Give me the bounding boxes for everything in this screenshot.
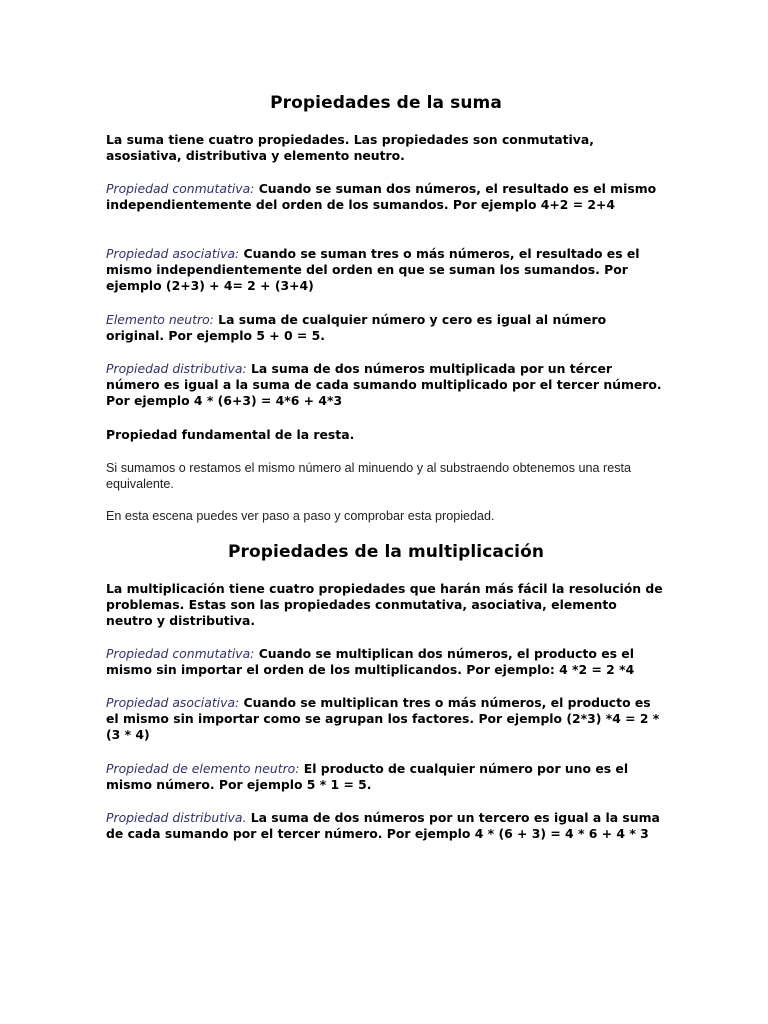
suma-prop-distributiva-text: La suma de dos números multiplicada por un tércer número es igual a la suma de cada sumando multiplicado por el tercer número. Por ejemplo 4 * (6+3) = 4*6 + 4*3 bbox=[106, 361, 662, 408]
resta-heading: Propiedad fundamental de la resta. bbox=[106, 427, 355, 442]
mult-prop-distributiva bbox=[106, 810, 666, 842]
suma-prop-asociativa-text: Cuando se suman tres o más números, el resultado es el mismo independientemente del orden en que se suman los sumandos. Por ejemplo (2+3) + 4= 2 + (3+4) bbox=[106, 246, 640, 293]
suma-prop-asociativa-term: Propiedad asociativa: bbox=[106, 246, 240, 261]
mult-prop-conmutativa bbox=[106, 646, 666, 678]
suma-intro: La suma tiene cuatro propiedades. Las propiedades son conmutativa, asosiativa, distributiva y elemento neutro. bbox=[106, 132, 594, 163]
mult-intro: La multiplicación tiene cuatro propiedades que harán más fácil la resolución de problemas. Estas son las propiedades conmutativa, asociativa, elemento neutro y distributiva. bbox=[106, 581, 663, 628]
suma-prop-distributiva bbox=[106, 361, 666, 409]
suma-prop-neutro-text: La suma de cualquier número y cero es igual al número original. Por ejemplo 5 + 0 = 5. bbox=[106, 312, 607, 343]
mult-prop-asociativa-term: Propiedad asociativa: bbox=[106, 695, 240, 710]
suma-prop-distributiva-term: Propiedad distributiva: bbox=[106, 361, 247, 376]
resta-paragraph-1: Si sumamos o restamos el mismo número al minuendo y al substraendo obtenemos una resta equivalente. bbox=[106, 461, 631, 491]
section-title-multiplicacion: Propiedades de la multiplicación bbox=[227, 542, 545, 562]
mult-prop-distributiva-text: La suma de dos números por un tercero es igual a la suma de cada sumando por el tercer número. Por ejemplo 4 * (6 + 3) = 4 * 6 + 4 * 3 bbox=[106, 810, 660, 841]
mult-prop-conmutativa-term: Propiedad conmutativa: bbox=[106, 646, 255, 661]
mult-prop-neutro-term: Propiedad de elemento neutro: bbox=[106, 761, 300, 776]
mult-prop-neutro bbox=[106, 761, 666, 793]
suma-prop-conmutativa bbox=[106, 181, 666, 213]
resta-paragraph-2: En esta escena puedes ver paso a paso y comprobar esta propiedad. bbox=[106, 509, 495, 523]
mult-prop-neutro-text: El producto de cualquier número por uno es el mismo número. Por ejemplo 5 * 1 = 5. bbox=[106, 761, 629, 792]
mult-prop-asociativa bbox=[106, 695, 666, 743]
suma-prop-conmutativa-term: Propiedad conmutativa: bbox=[106, 181, 255, 196]
suma-prop-conmutativa-text: Cuando se suman dos números, el resultado es el mismo independientemente del orden de los sumandos. Por ejemplo 4+2 = 2+4 bbox=[106, 181, 657, 212]
suma-prop-asociativa bbox=[106, 246, 666, 294]
mult-prop-distributiva-term: Propiedad distributiva. bbox=[106, 810, 247, 825]
mult-prop-asociativa-text: Cuando se multiplican tres o más números, el producto es el mismo sin importar como se agrupan los factores. Por ejemplo (2*3) *4 = 2 * (3 * 4) bbox=[106, 695, 660, 742]
section-title-suma: Propiedades de la suma bbox=[270, 93, 502, 113]
mult-prop-conmutativa-text: Cuando se multiplican dos números, el producto es el mismo sin importar el orden de los multiplicandos. Por ejemplo: 4 *2 = 2 *4 bbox=[106, 646, 635, 677]
suma-prop-neutro bbox=[106, 312, 666, 344]
suma-prop-neutro-term: Elemento neutro: bbox=[106, 312, 214, 327]
